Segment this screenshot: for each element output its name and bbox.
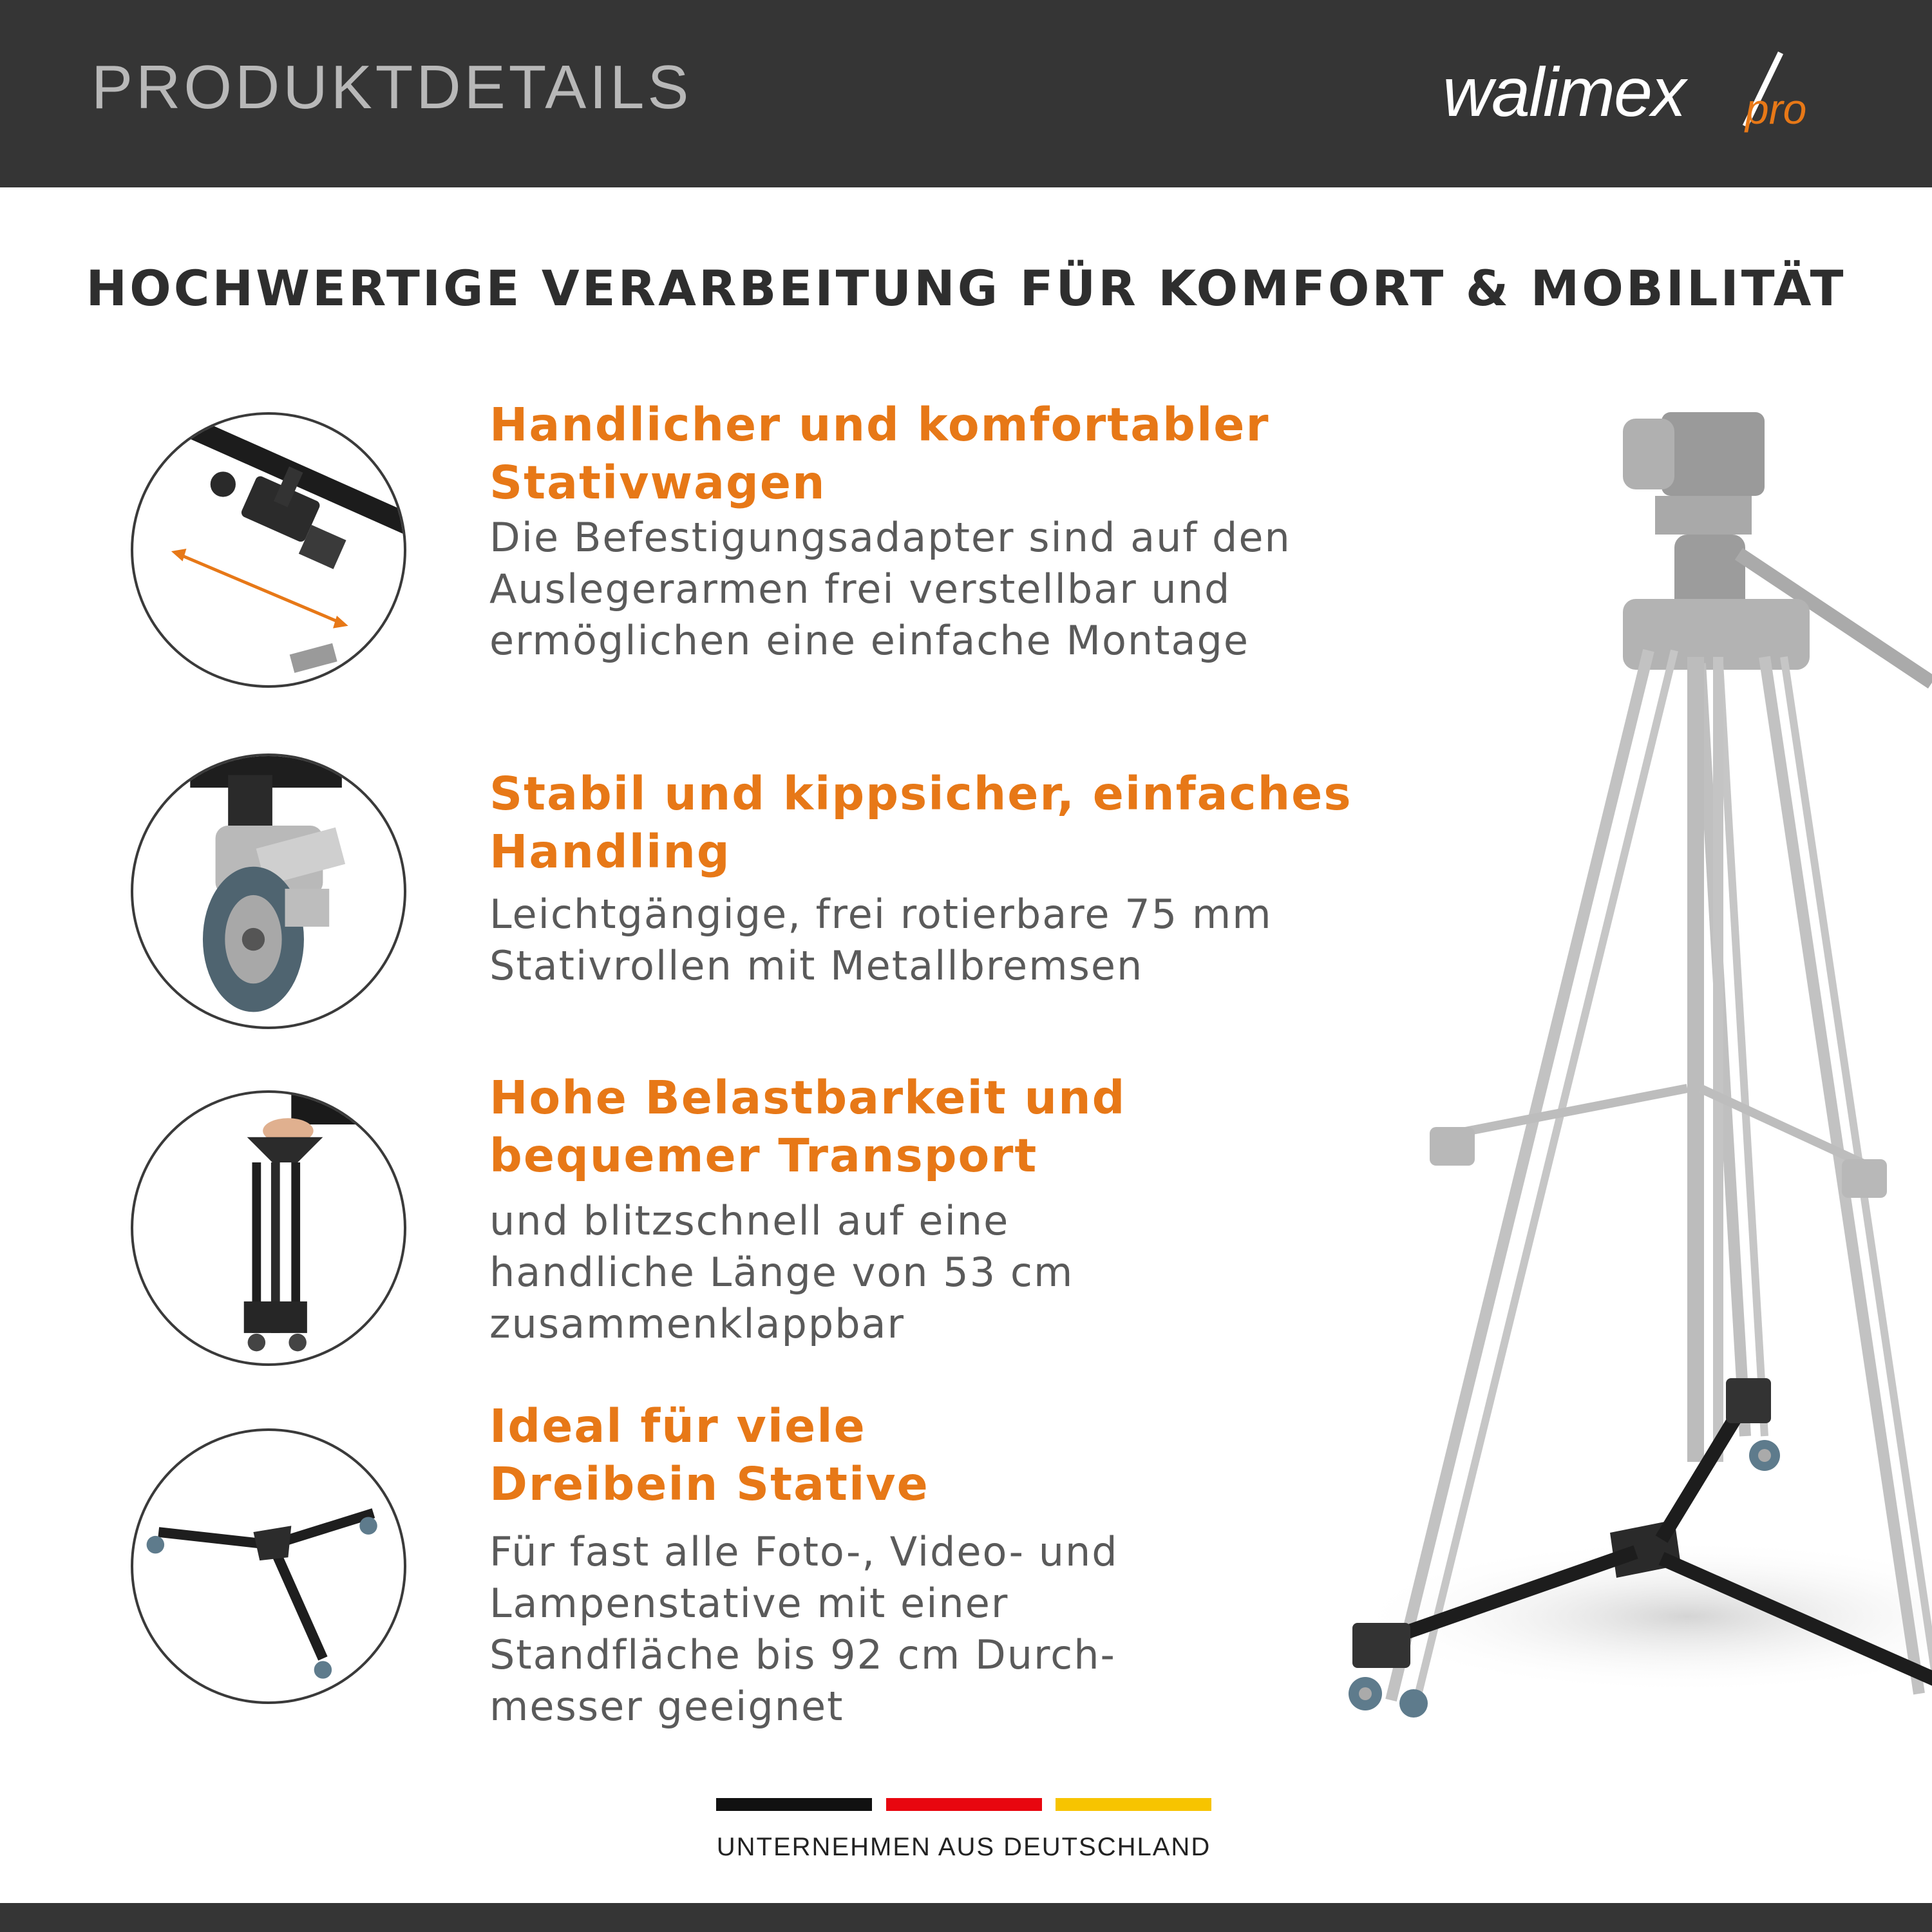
feature-1	[489, 396, 1417, 667]
feature-text: und blitzschnell auf eine handliche Länge von 53 cm zusammenklappbar	[489, 1197, 1074, 1347]
dolly-top-view-photo	[131, 1428, 406, 1704]
footer-bar	[0, 1903, 1932, 1932]
logo-word: walimex	[1443, 53, 1685, 131]
logo-suffix: pro	[1745, 85, 1807, 133]
flag-stripe-red	[886, 1798, 1042, 1811]
feature-title: Ideal für viele Dreibein Stative	[489, 1399, 929, 1511]
feature-title: Hohe Belastbarkeit und bequemer Transport	[489, 1071, 1126, 1182]
feature-4	[489, 1397, 1417, 1732]
header-title: PRODUKTDETAILS	[91, 53, 692, 122]
made-in-germany-caption: UNTERNEHMEN AUS DEUTSCHLAND	[716, 1833, 1211, 1861]
header-bar	[0, 0, 1932, 187]
page-headline: HOCHWERTIGE VERARBEITUNG FÜR KOMFORT & MOBILITÄT	[86, 260, 1846, 317]
feature-text: Die Befestigungsadapter sind auf den Auslegerarmen frei verstellbar und ermöglichen eine einfache Montage	[489, 514, 1291, 664]
caster-wheel-photo	[131, 753, 406, 1029]
feature-text: Für fast alle Foto-, Video- und Lampenstative mit einer Standfläche bis 92 cm Durch- messer geeignet	[489, 1528, 1119, 1730]
walimex-pro-logo	[1443, 44, 1855, 140]
adapter-arm-photo	[131, 412, 406, 688]
feature-title: Stabil und kippsicher, einfaches Handling	[489, 767, 1352, 878]
flag-stripe-black	[716, 1798, 872, 1811]
feature-3	[489, 1069, 1417, 1350]
feature-2	[489, 765, 1417, 992]
folded-dolly-photo	[131, 1090, 406, 1366]
tripod-on-dolly-photo	[1301, 386, 1932, 1758]
feature-text: Leichtgängige, frei rotierbare 75 mm Stativrollen mit Metallbremsen	[489, 891, 1273, 989]
flag-stripe-gold	[1056, 1798, 1211, 1811]
feature-title: Handlicher und komfortabler Stativwagen	[489, 398, 1270, 509]
